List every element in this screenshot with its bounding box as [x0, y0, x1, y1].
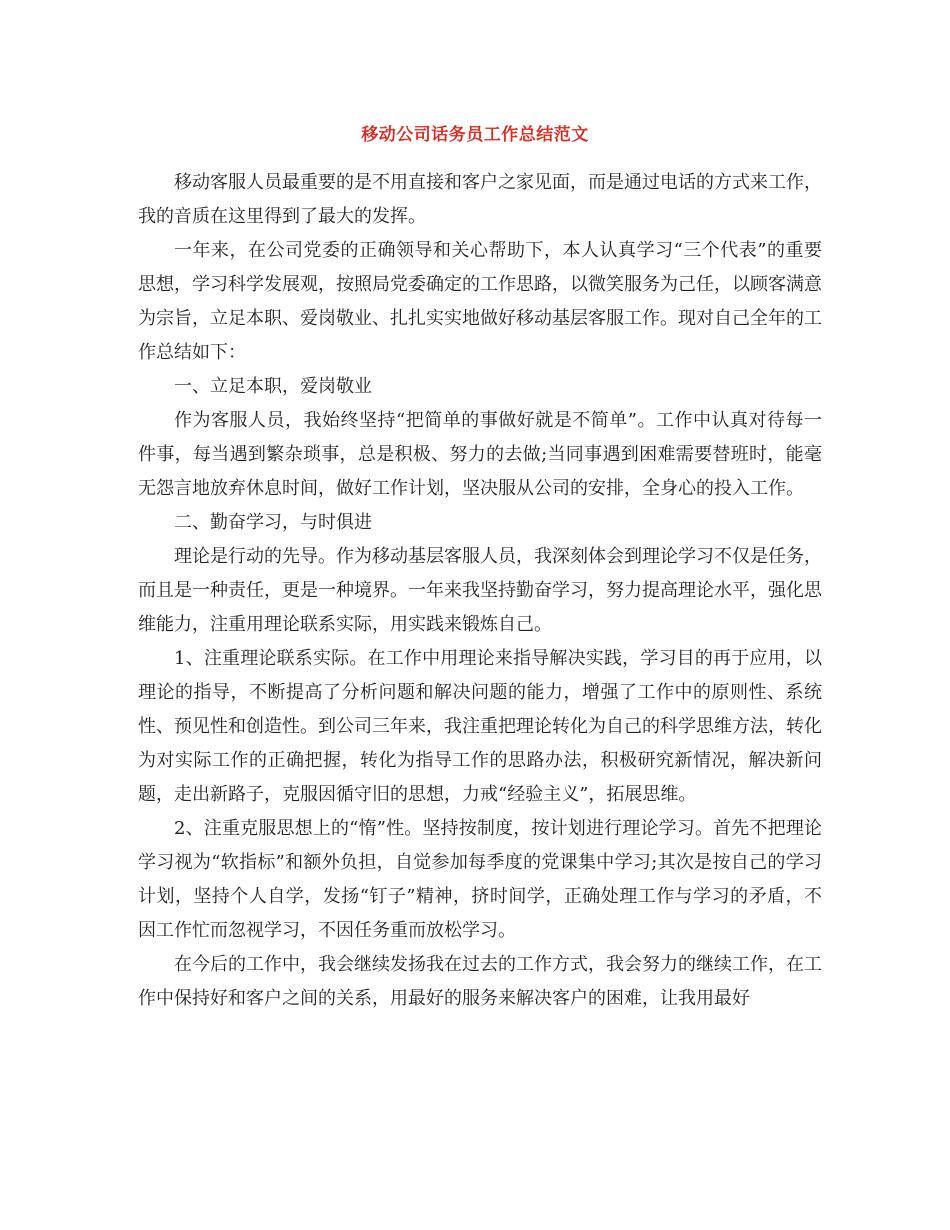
section-heading: 二、勤奋学习，与时俱进: [174, 512, 372, 533]
document-title: 移动公司话务员工作总结范文: [361, 125, 589, 145]
paragraph: 在今后的工作中，我会继续发扬我在过去的工作方式，我会努力的继续工作，在工作中保持好和客户之间的关系，用最好的服务来解决客户的困难，让我用最好: [138, 954, 822, 1009]
paragraph: 一年来，在公司党委的正确领导和关心帮助下，本人认真学习“三个代表”的重要思想，学习科学发展观，按照局党委确定的工作思路，以微笑服务为己任，以顾客满意为宗旨，立足本职、爱岗敬业、扎扎实实地做好移动基层客服工作。现对自己全年的工作总结如下：: [138, 240, 822, 363]
paragraph: 理论是行动的先导。作为移动基层客服人员，我深刻体会到理论学习不仅是任务，而且是一种责任，更是一种境界。一年来我坚持勤奋学习，努力提高理论水平，强化思维能力，注重用理论联系实际，用实践来锻炼自己。: [138, 546, 822, 635]
paragraph: 2、注重克服思想上的“惰”性。坚持按制度，按计划进行理论学习。首先不把理论学习视为“软指标”和额外负担，自觉参加每季度的党课集中学习;其次是按自己的学习计划，坚持个人自学，发扬“钉子”精神，挤时间学，正确处理工作与学习的矛盾，不因工作忙而忽视学习，不因任务重而放松学习。: [138, 818, 822, 941]
paragraph: 移动客服人员最重要的是不用直接和客户之家见面，而是通过电话的方式来工作，我的音质在这里得到了最大的发挥。: [138, 172, 822, 227]
paragraph: 作为客服人员，我始终坚持“把简单的事做好就是不简单”。工作中认真对待每一件事，每当遇到繁杂琐事，总是积极、努力的去做;当同事遇到困难需要替班时，能毫无怨言地放弃休息时间，做好工作计划，坚决服从公司的安排，全身心的投入工作。: [138, 410, 822, 499]
section-heading: 一、立足本职，爱岗敬业: [174, 376, 372, 397]
document-body: [138, 166, 822, 1016]
paragraph: 1、注重理论联系实际。在工作中用理论来指导解决实践，学习目的再于应用，以理论的指导，不断提高了分析问题和解决问题的能力，增强了工作中的原则性、系统性、预见性和创造性。到公司三年来，我注重把理论转化为自己的科学思维方法，转化为对实际工作的正确把握，转化为指导工作的思路办法，积极研究新情况，解决新问题，走出新路子，克服因循守旧的思想，力戒“经验主义”，拓展思维。: [138, 648, 822, 805]
